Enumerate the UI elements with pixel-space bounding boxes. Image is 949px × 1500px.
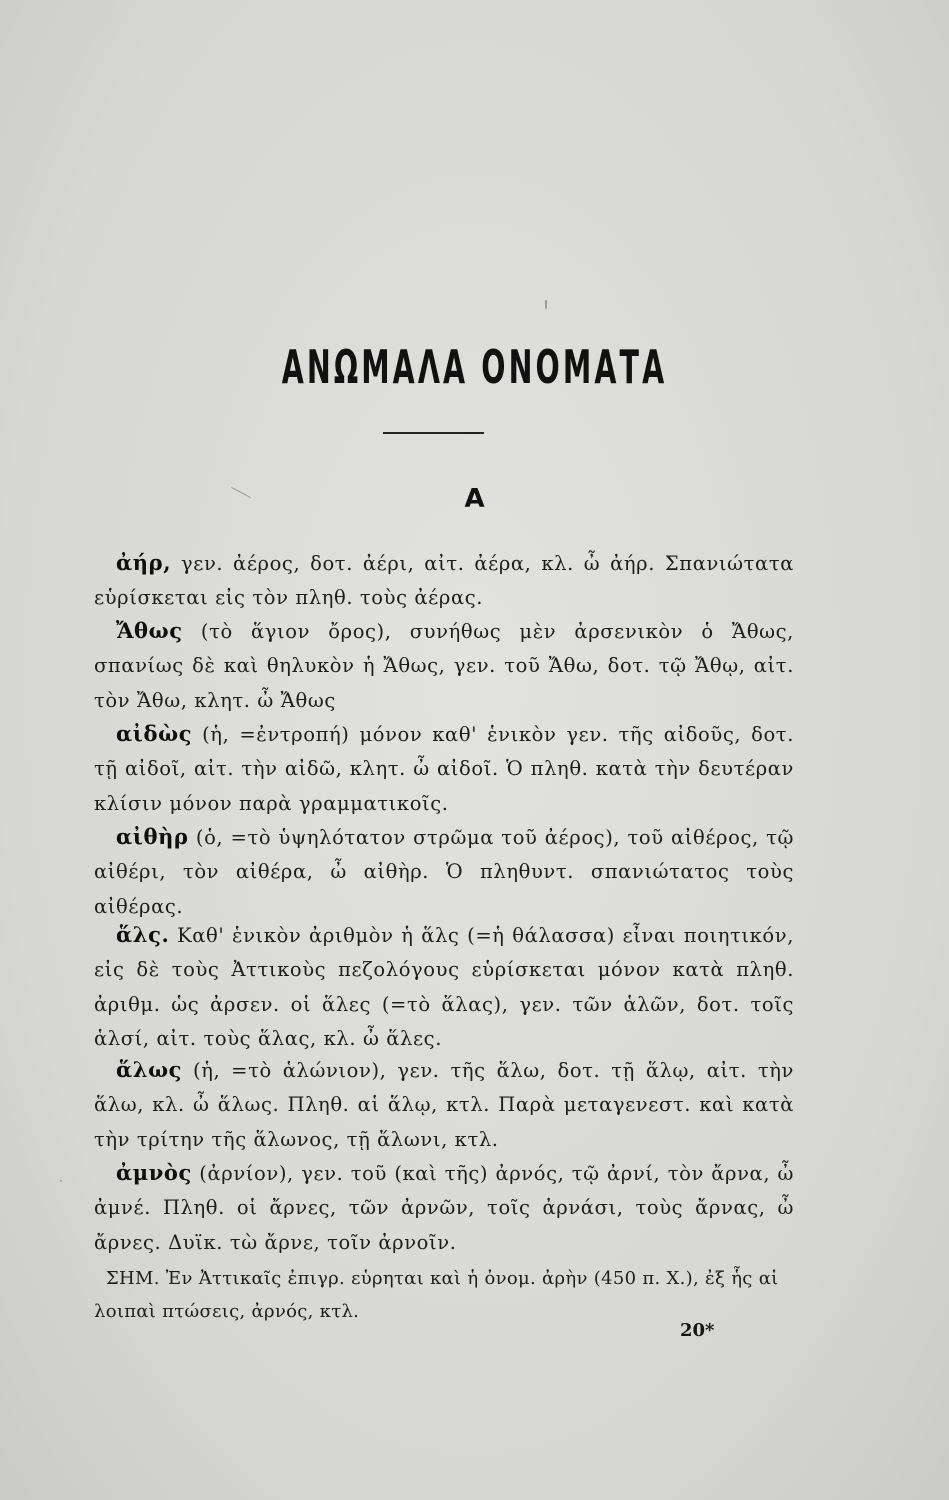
entry-text: (ἡ, =ἐντροπή) μόνον καθ' ἑνικὸν γεν. τῆς αἰδοῦς, δοτ. τῇ αἰδοῖ, αἰτ. τὴν αἰδῶ, κλητ. ὦ αἰδοῖ. Ὁ πληθ. κατὰ τὴν δευτέραν κλίσιν μόνον παρὰ γραμματικοῖς. (94, 723, 794, 815)
footnote-text: ΣΗΜ. Ἐν Ἀττικαῖς ἐπιγρ. εὑρηται καὶ ἡ ὀνομ. ἀρὴν (450 π. Χ.), ἐξ ἧς αἱ λοιπαὶ πτώσεις, ἀρνός, κτλ. (94, 1268, 779, 1322)
entry-text: (ἡ, =τὸ ἁλώνιον), γεν. τῆς ἅλω, δοτ. τῇ ἅλῳ, αἰτ. τὴν ἅλω, κλ. ὦ ἅλως. Πληθ. αἱ ἅλῳ, κτλ. Παρὰ μεταγενεστ. καὶ κατὰ τὴν τρίτην τῆς ἅλωνος, τῇ ἅλωνι, κτλ. (94, 1059, 794, 1151)
dictionary-entry (94, 820, 794, 924)
entry-text: (ὁ, =τὸ ὑψηλότατον στρῶμα τοῦ ἀέρος), τοῦ αἰθέρος, τῷ αἰθέρι, τὸν αἰθέρα, ὦ αἰθὴρ. Ὁ πληθυντ. σπανιώτατος τοὺς αἰθέρας. (94, 826, 794, 918)
entry-headword: Ἄθως (116, 618, 183, 643)
entry-text: (ἀρνίον), γεν. τοῦ (καὶ τῆς) ἀρνός, τῷ ἀρνί, τὸν ἄρνα, ὦ ἀμνέ. Πληθ. οἱ ἄρνες, τῶν ἀρνῶν, τοῖς ἀρνάσι, τοὺς ἄρνας, ὦ ἄρνες. Δυϊκ. τὼ ἄρνε, τοῖν ἀρνοῖν. (94, 1162, 794, 1254)
entry-text: γεν. ἀέρος, δοτ. ἀέρι, αἰτ. ἀέρα, κλ. ὦ ἀήρ. Σπανιώτατα εὑρίσκεται εἰς τὸν πληθ. τοὺς ἀέρας. (94, 552, 794, 610)
paper-speck (545, 300, 547, 309)
dictionary-entry (94, 717, 794, 821)
page-title: ΑΝΩΜΑΛΑ ΟΝΟΜΑΤΑ (281, 340, 668, 394)
dictionary-entry (94, 1156, 794, 1260)
footnote (94, 1262, 794, 1328)
entry-text: Καθ' ἑνικὸν ἀριθμὸν ἡ ἅλς (=ἡ θάλασσα) εἶναι ποιητικόν, εἰς δὲ τοὺς Ἀττικοὺς πεζολόγους εὑρίσκεται μόνον κατὰ πληθ. ἀριθμ. ὡς ἀρσεν. οἱ ἅλες (=τὸ ἅλας), γεν. τῶν ἁλῶν, δοτ. τοῖς ἁλσί, αἰτ. τοὺς ἅλας, κλ. ὦ ἅλες. (94, 924, 794, 1051)
entry-headword: ἀμνὸς (116, 1160, 192, 1185)
page-number: 20* (680, 1320, 715, 1341)
entry-headword: ἅλς. (116, 922, 170, 947)
dictionary-entry (94, 918, 794, 1057)
title-rule (383, 432, 484, 434)
dictionary-entry (94, 614, 794, 718)
section-letter: Α (464, 484, 485, 514)
dictionary-entry (94, 546, 794, 616)
paper-speck (60, 1180, 62, 1182)
dictionary-entry (94, 1053, 794, 1157)
entry-headword: αἰθὴρ (116, 824, 189, 849)
entry-headword: ἀήρ, (116, 550, 172, 575)
entry-text: (τὸ ἅγιον ὄρος), συνήθως μὲν ἀρσενικὸν ὁ Ἄθως, σπανίως δὲ καὶ θηλυκὸν ἡ Ἄθως, γεν. τοῦ Ἄθω, δοτ. τῷ Ἄθῳ, αἰτ. τὸν Ἄθω, κλητ. ὦ Ἄθως (94, 620, 794, 712)
entry-headword: αἰδὼς (116, 721, 193, 746)
entry-headword: ἅλως (116, 1057, 183, 1082)
